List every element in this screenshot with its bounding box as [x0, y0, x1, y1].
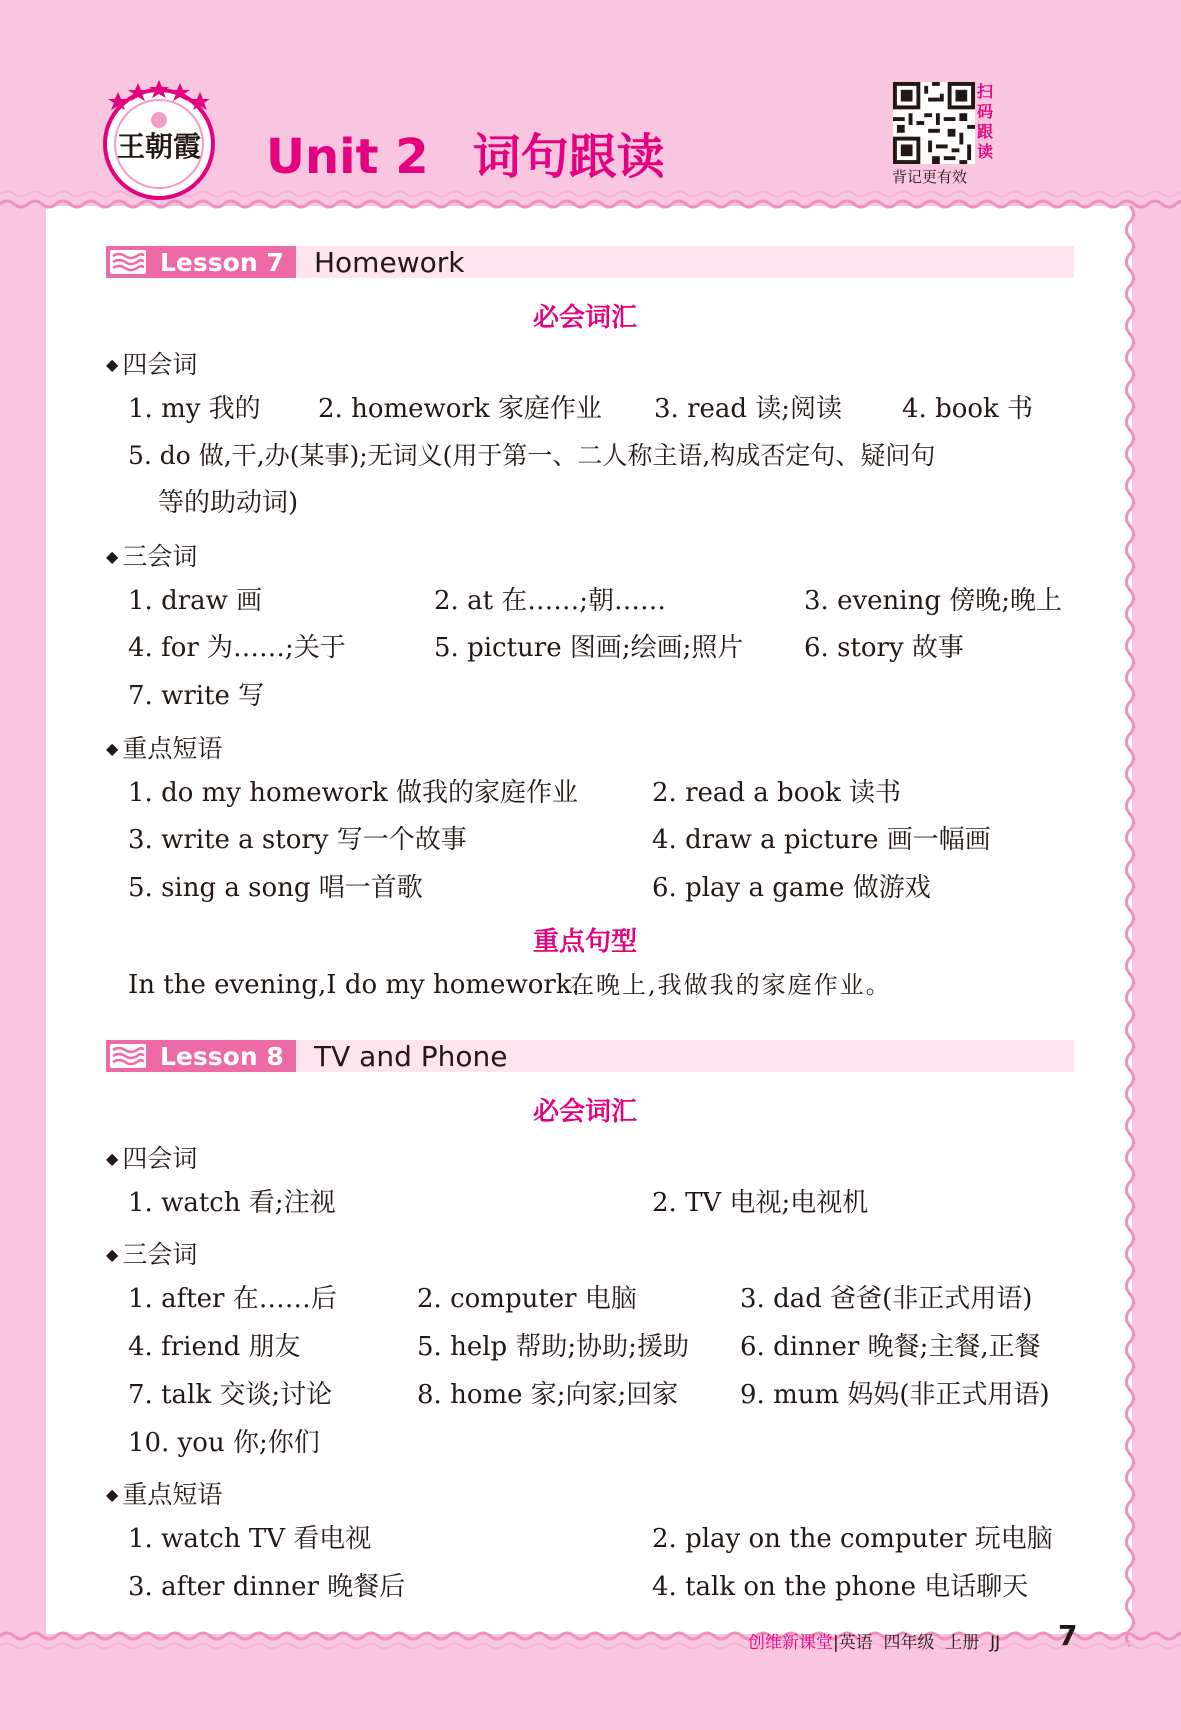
vocab-item: 4. for 为……;关于	[128, 633, 346, 663]
footer	[748, 1628, 1000, 1653]
vocab-item: 6. story 故事	[804, 633, 964, 663]
unit-subtitle: 词句跟读	[472, 129, 665, 185]
vocab-item: 2. TV 电视;电视机	[652, 1188, 869, 1218]
phrase-item: 4. draw a picture 画一幅画	[652, 825, 991, 855]
wave-icon	[110, 250, 146, 274]
vocab-item: 4. book 书	[902, 394, 1034, 424]
vocab-item: 7. talk 交谈;讨论	[128, 1380, 333, 1410]
vocab-item: 9. mum 妈妈(非正式用语)	[740, 1380, 1050, 1410]
lesson-tag-label: Lesson 7	[160, 248, 284, 277]
vocab-item: 6. dinner 晚餐;主餐,正餐	[740, 1332, 1041, 1362]
vocab-item: 5. picture 图画;绘画;照片	[434, 633, 744, 663]
four-words-heading: ◆ 四会词	[106, 350, 198, 379]
phrase-item: 2. play on the computer 玩电脑	[652, 1524, 1053, 1554]
vocab-item: 10. you 你;你们	[128, 1428, 320, 1458]
lesson-tag	[106, 246, 296, 278]
vocab-item: 2. at 在……;朝……	[434, 586, 667, 616]
vocab-item: 1. watch 看;注视	[128, 1188, 336, 1218]
qr-side-char: 扫	[977, 82, 994, 101]
sentence-title: 重点句型	[533, 927, 638, 957]
lesson-tag-label: Lesson 8	[160, 1042, 284, 1071]
qr-code[interactable]	[893, 82, 975, 164]
phrases-heading: ◆ 重点短语	[106, 1480, 223, 1509]
qr-side-char: 跟	[977, 122, 994, 141]
vocab-item: 2. computer 电脑	[417, 1284, 637, 1314]
vocab-title: 必会词汇	[533, 303, 638, 333]
vocab-item: 1. my 我的	[128, 394, 261, 424]
lesson-bar-7	[106, 246, 1074, 278]
vocab-item: 4. friend 朋友	[128, 1332, 301, 1362]
three-words-heading: ◆ 三会词	[106, 1240, 198, 1269]
footer-separator: |	[833, 1633, 839, 1653]
qr-caption: 背记更有效	[892, 168, 968, 186]
phrases-heading: ◆ 重点短语	[106, 734, 223, 763]
vocab-item: 5. do 做,干,办(某事);无词义(用于第一、二人称主语,构成否定句、疑问句	[128, 441, 936, 470]
lesson-bar-8	[106, 1040, 1074, 1072]
vocab-title: 必会词汇	[533, 1097, 638, 1127]
phrase-item: 3. after dinner 晚餐后	[128, 1572, 406, 1602]
vocab-item: 3. dad 爸爸(非正式用语)	[740, 1284, 1033, 1314]
vocab-item: 1. draw 画	[128, 586, 263, 616]
phrase-item: 6. play a game 做游戏	[652, 873, 931, 903]
vocab-item: 8. home 家;向家;回家	[417, 1380, 679, 1410]
vocab-item: 3. read 读;阅读	[654, 394, 843, 424]
phrase-item: 1. do my homework 做我的家庭作业	[128, 778, 579, 808]
vocab-item: 2. homework 家庭作业	[318, 394, 602, 424]
lesson-tag	[106, 1040, 296, 1072]
phrase-item: 2. read a book 读书	[652, 778, 902, 808]
vocab-item: 1. after 在……后	[128, 1284, 337, 1314]
four-words-heading: ◆ 四会词	[106, 1144, 198, 1173]
footer-brand: 创维新课堂	[748, 1633, 833, 1653]
qr-side-text	[977, 82, 997, 162]
page-number: 7	[1058, 1619, 1078, 1652]
lesson-name: Homework	[314, 246, 465, 279]
phrase-item: 1. watch TV 看电视	[128, 1524, 372, 1554]
phrase-item: 5. sing a song 唱一首歌	[128, 873, 423, 903]
unit-title	[266, 118, 665, 187]
phrase-item: 3. write a story 写一个故事	[128, 825, 467, 855]
wave-icon	[110, 1044, 146, 1068]
vocab-item-continued: 等的助动词)	[158, 488, 299, 518]
brand-logo	[98, 80, 220, 202]
phrase-item: 4. talk on the phone 电话聊天	[652, 1572, 1029, 1602]
unit-label: Unit 2	[266, 129, 429, 185]
lesson-name: TV and Phone	[314, 1040, 508, 1073]
qr-side-char: 码	[977, 102, 994, 121]
qr-side-char: 读	[977, 142, 994, 161]
key-sentence-en: In the evening,I do my homework.	[128, 970, 580, 1000]
vocab-item: 3. evening 傍晚;晚上	[804, 586, 1063, 616]
footer-info: 英语 四年级 上册 JJ	[838, 1633, 1001, 1653]
vocab-item: 7. write 写	[128, 681, 265, 711]
logo-text: 王朝霞	[116, 130, 202, 163]
key-sentence-cn: 在晚上,我做我的家庭作业。	[570, 971, 892, 999]
three-words-heading: ◆ 三会词	[106, 542, 198, 571]
vocab-item: 5. help 帮助;协助;援助	[417, 1332, 689, 1362]
